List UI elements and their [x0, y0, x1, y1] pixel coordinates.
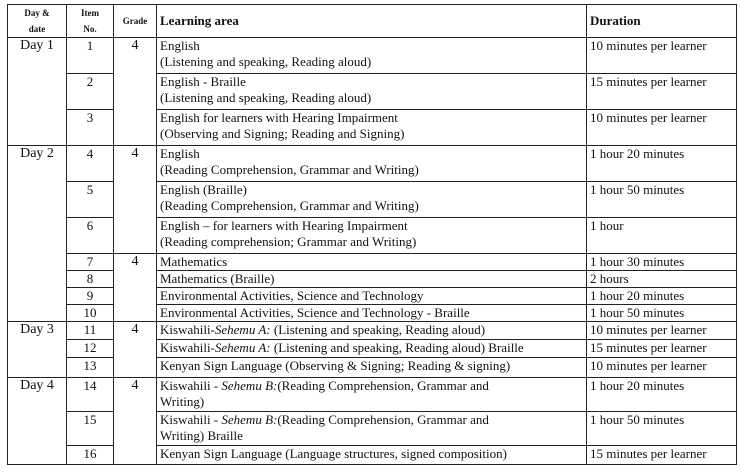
learning-area: Mathematics [157, 254, 587, 271]
duration: 15 minutes per learner [587, 446, 737, 465]
duration: 10 minutes per learner [587, 38, 737, 74]
table-row [8, 38, 737, 74]
item-number: 8 [67, 271, 114, 288]
table-row [8, 322, 737, 340]
item-number: 13 [67, 358, 114, 378]
item-number: 7 [67, 254, 114, 271]
duration: 1 hour 50 minutes [587, 305, 737, 322]
item-number: 5 [67, 182, 114, 218]
item-number: 6 [67, 218, 114, 254]
duration: 1 hour 20 minutes [587, 288, 737, 305]
item-number: 1 [67, 38, 114, 74]
header-learning-area: Learning area [157, 5, 587, 38]
header-duration: Duration [587, 5, 737, 38]
grade-cell: 4 [114, 38, 157, 146]
item-number: 11 [67, 322, 114, 340]
header-item-no: Item No. [67, 5, 114, 38]
learning-area: Mathematics (Braille) [157, 271, 587, 288]
table-row [8, 254, 737, 271]
duration: 15 minutes per learner [587, 340, 737, 358]
learning-area: Environmental Activities, Science and Technology [157, 288, 587, 305]
item-number: 15 [67, 412, 114, 446]
learning-area: English for learners with Hearing Impairment (Observing and Signing; Reading and Signing) [157, 110, 587, 146]
duration: 1 hour 20 minutes [587, 146, 737, 182]
duration: 1 hour 50 minutes [587, 412, 737, 446]
learning-area: Kenyan Sign Language (Observing & Signing; Reading & signing) [157, 358, 587, 378]
exam-timetable [7, 4, 737, 465]
header-row [8, 5, 737, 38]
grade-cell: 4 [114, 322, 157, 378]
item-number: 12 [67, 340, 114, 358]
learning-area: Kenyan Sign Language (Language structures, signed composition) [157, 446, 587, 465]
duration: 10 minutes per learner [587, 110, 737, 146]
learning-area: English (Braille) (Reading Comprehension, Grammar and Writing) [157, 182, 587, 218]
day-cell: Day 3 [8, 322, 67, 378]
duration: 10 minutes per learner [587, 322, 737, 340]
table-row [8, 146, 737, 182]
duration: 10 minutes per learner [587, 358, 737, 378]
learning-area: English – for learners with Hearing Impairment (Reading comprehension; Grammar and Writing) [157, 218, 587, 254]
item-number: 3 [67, 110, 114, 146]
duration: 1 hour 20 minutes [587, 378, 737, 412]
item-number: 4 [67, 146, 114, 182]
duration: 2 hours [587, 271, 737, 288]
day-cell: Day 1 [8, 38, 67, 146]
grade-cell: 4 [114, 378, 157, 465]
learning-area: English - Braille (Listening and speaking, Reading aloud) [157, 74, 587, 110]
duration: 1 hour 50 minutes [587, 182, 737, 218]
day-cell: Day 4 [8, 378, 67, 465]
learning-area: Kiswahili-Sehemu A: (Listening and speaking, Reading aloud) [157, 322, 587, 340]
learning-area: Environmental Activities, Science and Technology - Braille [157, 305, 587, 322]
item-number: 14 [67, 378, 114, 412]
learning-area: English (Listening and speaking, Reading aloud) [157, 38, 587, 74]
grade-cell: 4 [114, 146, 157, 254]
learning-area: Kiswahili-Sehemu A: (Listening and speaking, Reading aloud) Braille [157, 340, 587, 358]
header-day-date: Day & date [8, 5, 67, 38]
table-row [8, 378, 737, 412]
learning-area: Kiswahili - Sehemu B:(Reading Comprehension, Grammar and Writing) [157, 378, 587, 412]
item-number: 9 [67, 288, 114, 305]
duration: 15 minutes per learner [587, 74, 737, 110]
grade-cell: 4 [114, 254, 157, 322]
duration: 1 hour 30 minutes [587, 254, 737, 271]
learning-area: English (Reading Comprehension, Grammar and Writing) [157, 146, 587, 182]
header-grade: Grade [114, 5, 157, 38]
item-number: 16 [67, 446, 114, 465]
learning-area: Kiswahili - Sehemu B:(Reading Comprehension, Grammar and Writing) Braille [157, 412, 587, 446]
day-cell: Day 2 [8, 146, 67, 322]
item-number: 2 [67, 74, 114, 110]
item-number: 10 [67, 305, 114, 322]
duration: 1 hour [587, 218, 737, 254]
